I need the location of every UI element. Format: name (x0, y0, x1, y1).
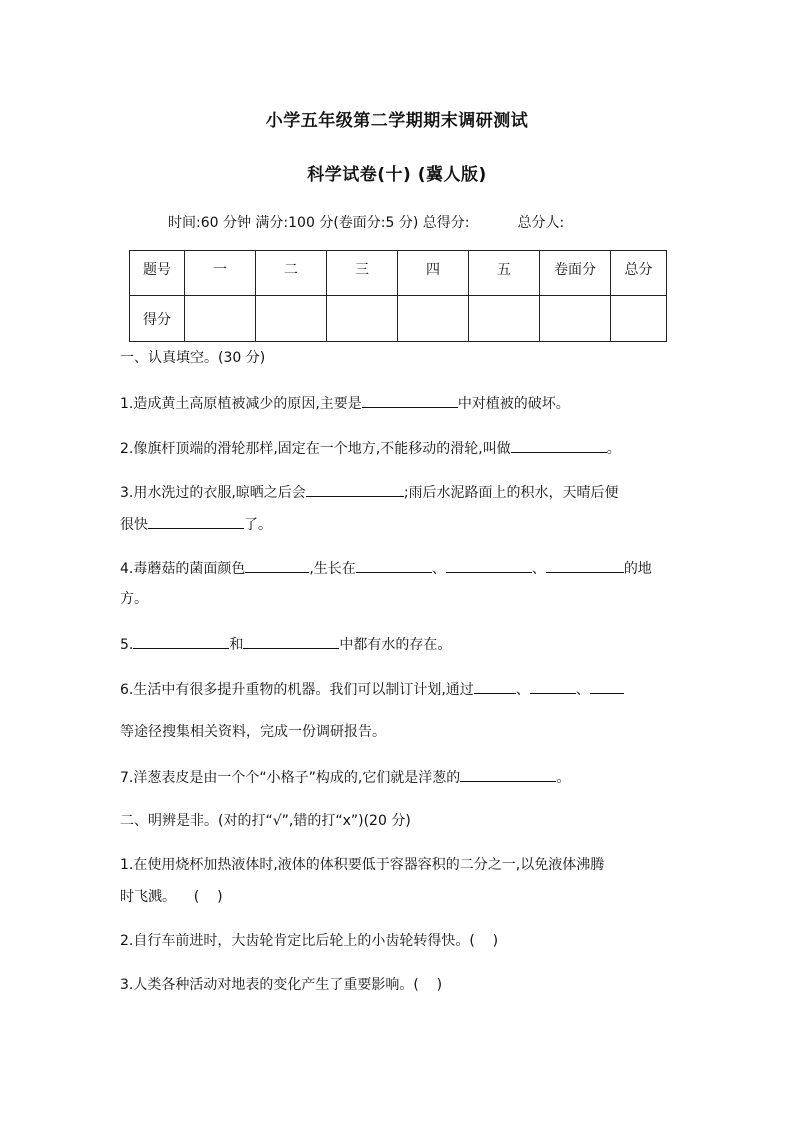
question-1-4 (120, 557, 680, 579)
question-text: 6.生活中有很多提升重物的机器。我们可以制订计划,通过 (120, 682, 474, 698)
question-2-2: 2.自行车前进时，大齿轮肯定比后轮上的小齿轮转得快。( ) (120, 933, 499, 949)
score-table (129, 250, 667, 342)
question-text: 5. (120, 637, 134, 653)
section1-heading: 一、认真填空。(30 分) (120, 350, 266, 366)
question-2-3: 3.人类各种活动对地表的变化产生了重要影响。( ) (120, 977, 443, 993)
question-text: 的地 (623, 561, 652, 577)
exam-info: 时间:60 分钟 满分:100 分(卷面分:5 分) 总得分: (168, 215, 470, 231)
question-1-3 (120, 481, 680, 503)
score-table-score-row (130, 296, 667, 342)
section2-heading: 二、明辨是非。(对的打“√”,错的打“x”)(20 分) (120, 813, 411, 829)
question-text: 和 (229, 637, 244, 653)
question-1-3-line2 (120, 513, 680, 535)
question-text: 。 (606, 441, 621, 457)
question-text: 4.毒蘑菇的菌面颜色 (120, 561, 246, 577)
answer-blank[interactable] (546, 557, 624, 573)
score-table-header-row (130, 251, 667, 296)
question-1-6-line2: 等途径搜集相关资料，完成一份调研报告。 (120, 724, 386, 740)
question-2-1: 1.在使用烧杯加热液体时,液体的体积要低于容器容积的二分之一,以免液体沸腾 (120, 857, 605, 873)
question-1-5 (120, 633, 680, 655)
score-cell[interactable] (469, 296, 540, 342)
answer-blank[interactable] (474, 678, 516, 694)
question-1-4-line2: 方。 (120, 591, 148, 607)
score-table-row-label: 题号 (130, 251, 185, 296)
score-table-column: 总分 (611, 251, 667, 296)
exam-info-line (168, 212, 564, 232)
score-cell[interactable] (256, 296, 327, 342)
question-1-2 (120, 437, 680, 459)
answer-blank[interactable] (590, 678, 624, 694)
answer-blank[interactable] (133, 633, 229, 649)
answer-blank[interactable] (511, 437, 607, 453)
question-text: 、 (531, 561, 546, 577)
question-2-1-line2: 时飞溅。 ( ) (120, 889, 223, 905)
answer-blank[interactable] (362, 392, 458, 408)
question-text: 2.像旗杆顶端的滑轮那样,固定在一个地方,不能移动的滑轮,叫做 (120, 441, 511, 457)
score-table-column: 二 (256, 251, 327, 296)
question-text: 、 (431, 561, 446, 577)
question-text: 、 (515, 682, 530, 698)
score-table-column: 一 (185, 251, 256, 296)
answer-blank[interactable] (356, 557, 432, 573)
question-text: ;雨后水泥路面上的积水，天晴后便 (403, 485, 619, 501)
score-table-column: 四 (398, 251, 469, 296)
score-cell[interactable] (327, 296, 398, 342)
question-text: 了。 (244, 517, 272, 533)
score-table-column: 卷面分 (540, 251, 611, 296)
score-table-row-label: 得分 (130, 296, 185, 342)
question-text: 7.洋葱表皮是由一个个“小格子”构成的,它们就是洋葱的 (120, 770, 461, 786)
question-1-1 (120, 392, 680, 414)
question-text: 很快 (120, 517, 148, 533)
answer-blank[interactable] (148, 513, 244, 529)
answer-blank[interactable] (243, 633, 339, 649)
question-text: 1.造成黄土高原植被减少的原因,主要是 (120, 396, 362, 412)
answer-blank[interactable] (306, 481, 404, 497)
answer-blank[interactable] (460, 766, 556, 782)
answer-blank[interactable] (446, 557, 532, 573)
answer-blank[interactable] (245, 557, 309, 573)
score-cell[interactable] (398, 296, 469, 342)
question-text: 3.用水洗过的衣服,晾晒之后会 (120, 485, 306, 501)
question-text: 中对植被的破坏。 (457, 396, 570, 412)
question-1-7 (120, 766, 680, 788)
question-text: ,生长在 (309, 561, 356, 577)
exam-title: 小学五年级第二学期期末调研测试 (265, 111, 529, 131)
answer-blank[interactable] (530, 678, 576, 694)
scorer-label: 总分人: (517, 215, 565, 231)
question-text: 、 (575, 682, 590, 698)
question-text: 。 (556, 770, 571, 786)
score-cell[interactable] (611, 296, 667, 342)
score-table-column: 三 (327, 251, 398, 296)
exam-subtitle: 科学试卷(十) (冀人版) (307, 165, 487, 185)
score-cell[interactable] (185, 296, 256, 342)
question-text: 中都有水的存在。 (339, 637, 452, 653)
score-table-column: 五 (469, 251, 540, 296)
question-1-6 (120, 678, 680, 700)
score-cell[interactable] (540, 296, 611, 342)
